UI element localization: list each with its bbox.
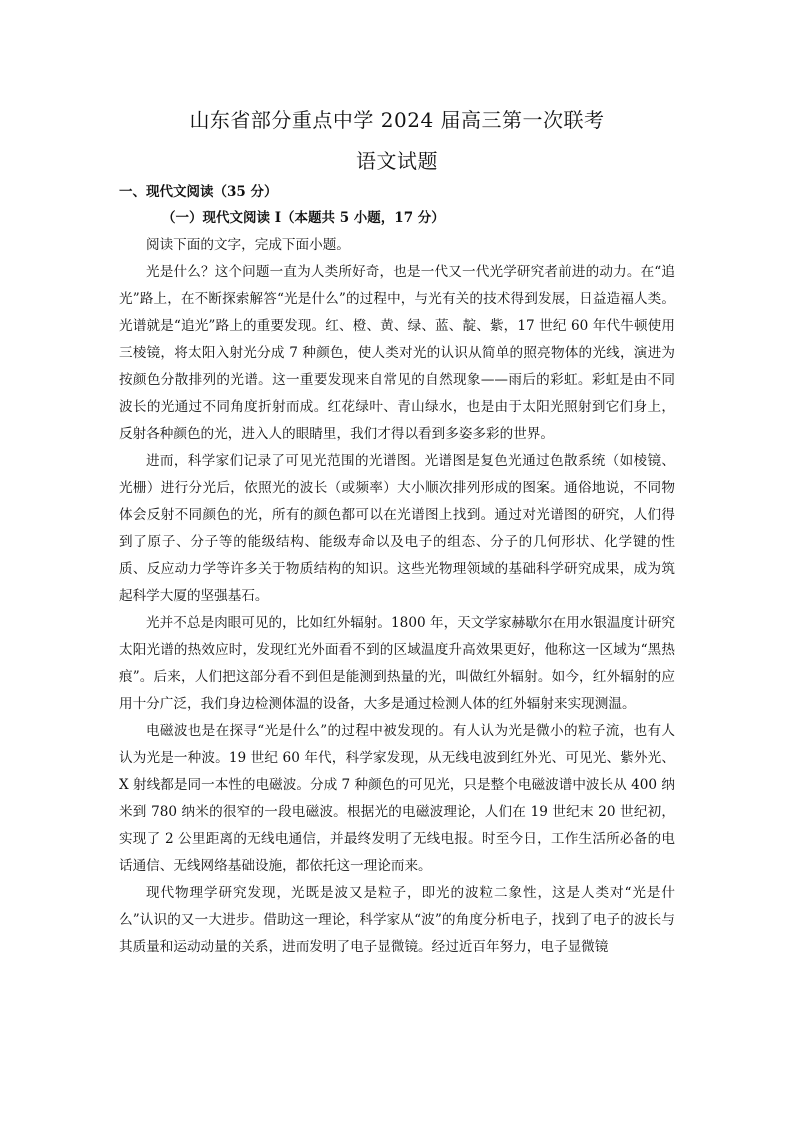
- passage-paragraph-3: 光并不总是肉眼可见的，比如红外辐射。1800 年，天文学家赫歇尔在用水银温度计研究太阳光谱的热效应时，发现红光外面看不到的区域温度升高效果更好，他称这一区域为“黑热痕”。后来，人们把这部分看不到但是能测到热量的光，叫做红外辐射。如今，红外辐射的应用十分广泛，我们身边检测体温的设备，大多是通过检测人体的红外辐射来实现测温。: [119, 615, 675, 712]
- passage-paragraph-2: 进而，科学家们记录了可见光范围的光谱图。光谱图是复色光通过色散系统（如棱镜、光栅）进行分光后，依照光的波长（或频率）大小顺次排列形成的图案。通俗地说，不同物体会反射不同颜色的光，所有的颜色都可以在光谱图上找到。通过对光谱图的研究，人们得到了原子、分子等的能级结构、能级寿命以及电子的组态、分子的几何形状、化学键的性质、反应动力学等许多关于物质结构的知识。这些光物理领域的基础科学研究成果，成为筑起科学大厦的坚强基石。: [119, 453, 675, 604]
- exam-subtitle: 语文试题: [356, 149, 438, 173]
- exam-title: 山东省部分重点中学 2024 届高三第一次联考: [189, 108, 605, 132]
- passage-paragraph-1: 光是什么？这个问题一直为人类所好奇，也是一代又一代光学研究者前进的动力。在“追光”路上，在不断探索解答“光是什么”的过程中，与光有关的技术得到发展，日益造福人类。光谱就是“追光”路上的重要发现。红、橙、黄、绿、蓝、靛、紫，17 世纪 60 年代牛顿使用三棱镜，将太阳入射光分成 7 种颜色，使人类对光的认识从简单的照亮物体的光线，演进为按颜色分散排列的光谱。这一重要发现来自常见的自然现象——雨后的彩虹。彩虹是由不同波长的光通过不同角度折射而成。红花绿叶、青山绿水，也是由于太阳光照射到它们身上，反射各种颜色的光，进入人的眼睛里，我们才得以看到多姿多彩的世界。: [119, 264, 675, 442]
- reading-passage: [119, 232, 675, 961]
- instruction-paragraph: 阅读下面的文字，完成下面小题。: [146, 237, 350, 253]
- passage-paragraph-5: 现代物理学研究发现，光既是波又是粒子，即光的波粒二象性，这是人类对“光是什么”认识的又一大进步。借助这一理论，科学家从“波”的角度分析电子，找到了电子的波长与其质量和运动动量的关系，进而发明了电子显微镜。经过近百年努力，电子显微镜: [119, 885, 675, 955]
- passage-paragraph-4: 电磁波也是在探寻“光是什么”的过程中被发现的。有人认为光是微小的粒子流，也有人认为光是一种波。19 世纪 60 年代，科学家发现，从无线电波到红外光、可见光、紫外光、X 射线都是同一本性的电磁波。分成 7 种颜色的可见光，只是整个电磁波谱中波长从 400 纳米到 780 纳米的很窄的一段电磁波。根据光的电磁波理论，人们在 19 世纪末 20 世纪初，实现了 2 公里距离的无线电通信，并最终发明了无线电报。时至今日，工作生活所必备的电话通信、无线网络基础设施，都依托这一理论而来。: [119, 723, 675, 874]
- section-heading-modern-reading: 一、现代文阅读（35 分）: [119, 184, 278, 200]
- subsection-heading-reading-1: （一）现代文阅读 I（本题共 5 小题，17 分）: [162, 210, 445, 226]
